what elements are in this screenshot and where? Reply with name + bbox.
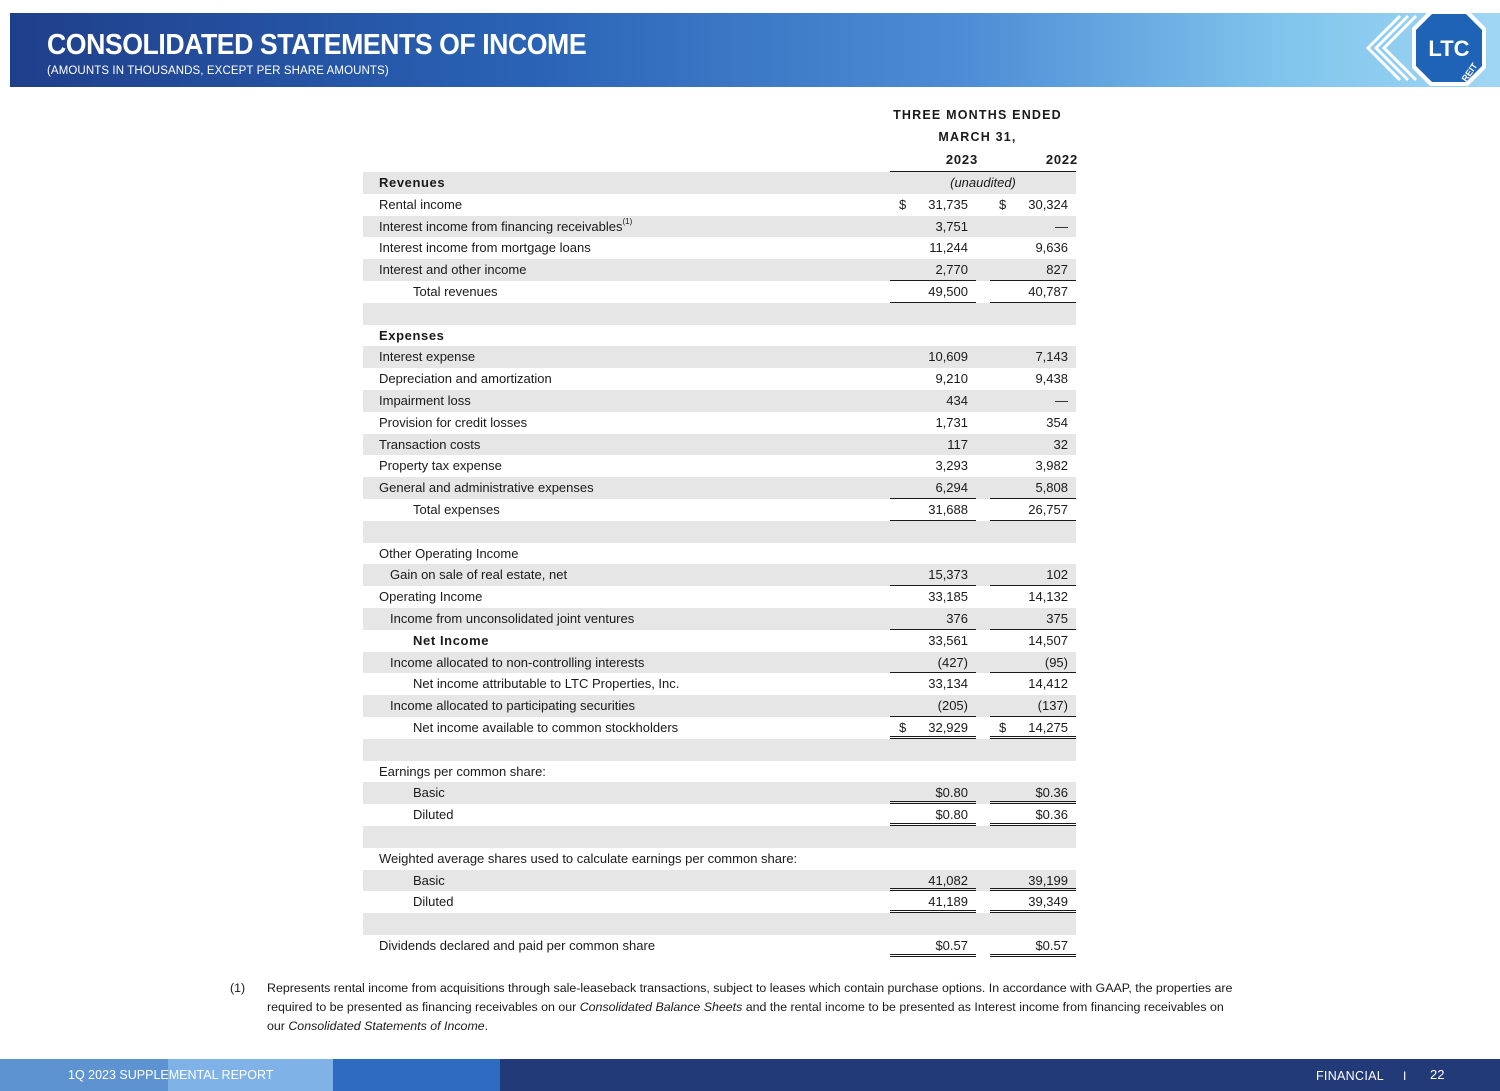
value-2023: 10,609 [928,349,968,365]
value-2023: $ 32,929 [890,717,976,739]
table-row [363,717,1076,739]
logo-text: LTC [1428,36,1470,61]
value-2022: $0.36 [990,782,1076,804]
value-2022: 14,507 [1028,632,1068,648]
table-row [363,782,1076,804]
footer-bar [0,1059,1500,1091]
unaudited-note: (unaudited) [950,175,1016,190]
row-label: Interest income from financing receivables$^{(1)}$ [379,216,633,234]
row-label: Transaction costs [379,436,481,452]
spacer-row [363,826,1076,848]
table-row [363,848,1076,870]
table-row [363,325,1076,347]
table-row [363,346,1076,368]
row-label: Net Income [413,632,490,648]
value-2022: 9,438 [1035,371,1068,387]
dollar-sign: $ [899,196,907,212]
table-row [363,281,1076,303]
table-row [363,237,1076,259]
row-label: Gain on sale of real estate, net [390,567,568,583]
value-2023: 11,244 [929,240,968,256]
row-label: Total expenses [413,501,500,517]
value-2023: $ 31,735 [890,194,976,216]
value-2022: (95) [990,652,1076,674]
table-row [363,172,1076,194]
value-2023: 33,185 [928,589,968,605]
value-2023: 41,082 [890,870,976,892]
value-2022: — [1055,218,1068,234]
value-2023: $0.80 [890,804,976,826]
header-banner [10,13,1500,87]
value-2023: 9,210 [935,371,968,387]
footer-separator: I [1403,1069,1407,1083]
value-2022: $0.57 [990,935,1076,957]
table-row [363,412,1076,434]
value-2023: 41,189 [890,891,976,913]
table-row [363,216,1076,238]
table-row [363,695,1076,717]
table-row [363,390,1076,412]
table-row [363,259,1076,281]
value-2022: 32 [1053,436,1068,452]
row-label: General and administrative expenses [379,480,594,496]
value-2022: 7,143 [1035,349,1068,365]
row-label: Interest expense [379,349,476,365]
table-row [363,477,1076,499]
value-2022: — [1055,392,1068,408]
spacer-row [363,913,1076,935]
value-2023: 117 [947,436,968,452]
footnote-number: (1) [230,981,246,995]
column-header-2022: 2022 [1045,152,1078,167]
table-row [363,564,1076,586]
table-row [363,455,1076,477]
value-2023: 33,134 [928,676,968,692]
dollar-sign: $ [999,719,1007,735]
value-2022: 827 [990,259,1076,281]
table-row [363,630,1076,652]
table-row [363,499,1076,521]
row-label: Income from unconsolidated joint ventures [390,610,635,626]
value-2022: $0.36 [990,804,1076,826]
row-label: Earnings per common share: [379,763,546,779]
column-header-2023: 2023 [945,152,978,167]
row-label: Diluted [413,894,454,910]
dollar-sign: $ [899,719,907,735]
row-label: Net income available to common stockholders [413,719,679,735]
value-2023: 376 [890,608,976,630]
row-label: Property tax expense [379,458,502,474]
value-2023: $0.57 [890,935,976,957]
value-2022: $ 30,324 [990,194,1076,216]
ltc-reit-logo [1360,6,1490,90]
period-header-line2: MARCH 31, [938,130,1017,144]
table-row [363,368,1076,390]
value-2022: (137) [990,695,1076,717]
value-2022: 375 [990,608,1076,630]
spacer-row [363,739,1076,761]
page-number: 22 [1430,1067,1445,1082]
table-row [363,761,1076,783]
table-row [363,652,1076,674]
value-2023: 49,500 [890,281,976,303]
value-2022: 40,787 [990,281,1076,303]
row-label: Expenses [379,327,445,343]
value-2022: 102 [990,564,1076,586]
row-label: Rental income [379,196,463,212]
period-header-line1: THREE MONTHS ENDED [893,108,1062,122]
row-label: Weighted average shares used to calculate earnings per common share: [379,850,798,866]
row-label: Other Operating Income [379,545,519,561]
row-label: Basic [413,785,445,801]
value-2022: 14,132 [1028,589,1068,605]
value-2022: 5,808 [990,477,1076,499]
table-row [363,935,1076,957]
row-label: Net income attributable to LTC Properties, Inc. [413,676,680,692]
value-2023: 15,373 [890,564,976,586]
value-2023: 3,293 [935,458,968,474]
page-subtitle: (AMOUNTS IN THOUSANDS, EXCEPT PER SHARE AMOUNTS) [47,65,389,77]
row-label: Impairment loss [379,392,471,408]
row-label: Interest and other income [379,262,527,278]
table-row [363,870,1076,892]
table-row [363,673,1076,695]
row-label: Basic [413,872,445,888]
table-row [363,434,1076,456]
value-2022: 26,757 [990,499,1076,521]
value-2022: 39,349 [990,891,1076,913]
table-row [363,608,1076,630]
logo-chevrons-icon [1368,16,1416,80]
value-2023: 33,561 [928,632,968,648]
value-2022: 9,636 [1035,240,1068,256]
value-2023: $0.80 [890,782,976,804]
footer-section-name: FINANCIAL [1316,1069,1384,1083]
page-title: CONSOLIDATED STATEMENTS OF INCOME [47,29,587,61]
spacer-row [363,303,1076,325]
row-label: Income allocated to non-controlling interests [390,654,645,670]
table-row [363,891,1076,913]
value-2023: 31,688 [890,499,976,521]
row-label: Diluted [413,807,454,823]
value-2022: 14,412 [1028,676,1068,692]
row-label: Depreciation and amortization [379,371,552,387]
value-2023: (427) [890,652,976,674]
value-2022: 3,982 [1035,458,1068,474]
value-2022: $ 14,275 [990,717,1076,739]
logo-subtext: REIT [1459,61,1480,84]
value-2023: 434 [946,392,968,408]
value-2022: 354 [1046,414,1068,430]
footnote-text: Represents rental income from acquisitions through sale-leaseback transactions, subject to leases which contain purchase options. In accordance with GAAP, the properties are required to be presented as financing receivables on our Consolidated Balance Sheets and the rental income to be presented as Interest income from financing receivables on our Consolidated Statements of Income. [267,981,1233,1033]
footer-block [333,1059,500,1091]
value-2023: (205) [890,695,976,717]
footer-report-name: 1Q 2023 SUPPLEMENTAL REPORT [68,1068,274,1082]
value-2023: 2,770 [890,259,976,281]
dollar-sign: $ [999,196,1007,212]
table-row [363,804,1076,826]
table-row [363,543,1076,565]
table-row [363,194,1076,216]
row-label: Income allocated to participating securities [390,698,635,714]
value-2023: 6,294 [890,477,976,499]
row-label: Operating Income [379,589,483,605]
row-label: Total revenues [413,283,498,299]
spacer-row [363,521,1076,543]
row-label: Interest income from mortgage loans [379,240,591,256]
footnote-ref: (1) [622,216,633,226]
value-2023: 3,751 [935,218,968,234]
value-2022: 39,199 [990,870,1076,892]
table-row [363,586,1076,608]
row-label: Dividends declared and paid per common share [379,937,656,953]
row-label: Provision for credit losses [379,414,528,430]
value-2023: 1,731 [935,414,968,430]
row-label: Revenues [379,175,446,190]
